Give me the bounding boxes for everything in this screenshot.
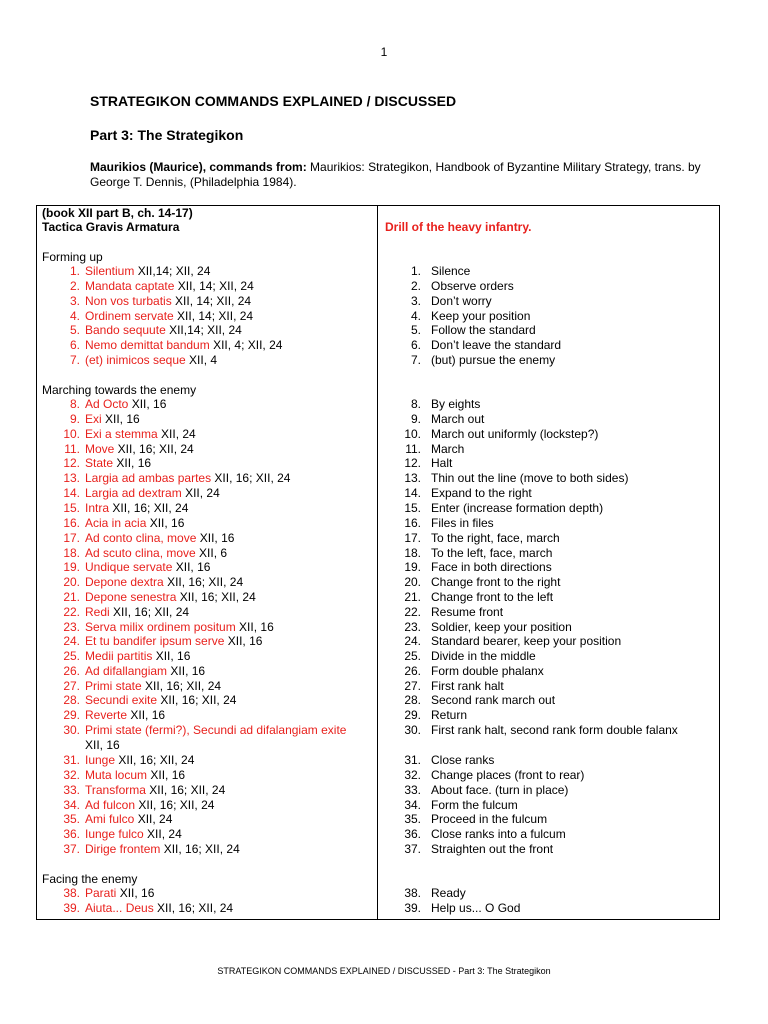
source-reference: XII, 16; XII, 24 (115, 753, 195, 767)
latin-text: Ordinem servate (85, 309, 174, 323)
latin-text: Largia ad ambas partes (85, 471, 212, 485)
latin-command (85, 323, 242, 338)
command-number: 21. (63, 590, 80, 604)
latin-text: Parati (85, 886, 117, 900)
source-reference: XII, 24 (181, 486, 220, 500)
latin-command (85, 620, 274, 635)
english-translation: Soldier, keep your position (431, 620, 572, 634)
english-translation: Resume front (431, 605, 504, 619)
command-number: 24. (63, 634, 80, 648)
latin-text: Primi state (85, 679, 142, 693)
command-row (37, 634, 721, 649)
latin-command (85, 679, 221, 694)
english-translation: Expand to the right (431, 486, 532, 500)
source-reference: XII, 4 (185, 353, 218, 367)
latin-text: Move (85, 442, 115, 456)
source-reference: XII, 14; XII, 24 (174, 279, 254, 293)
english-translation: Halt (431, 456, 453, 470)
command-number: 12. (63, 456, 80, 470)
translation-number: 25. (404, 649, 421, 663)
section-heading-row (37, 872, 721, 887)
command-number: 27. (63, 679, 80, 693)
translation-number: 27. (404, 679, 421, 693)
command-row (37, 783, 721, 798)
translation-number: 36. (404, 827, 421, 841)
source-reference: XII, 16 (224, 634, 263, 648)
source-reference: XII, 16; XII, 24 (109, 605, 190, 619)
section-heading: Facing the enemy (42, 872, 138, 886)
source-reference: XII, 16 (128, 397, 167, 411)
command-number: 29. (63, 708, 80, 722)
citation-source: Maurikios: Strategikon, Handbook of Byzantine Military Strategy, trans. by George T. Dennis, (Philadelphia 1984). (90, 160, 701, 189)
english-translation: First rank halt, second rank form double falanx (431, 723, 678, 737)
translation-number: 16. (404, 516, 421, 530)
source-reference: XII, 16 (85, 737, 120, 752)
english-translation: Thin out the line (move to both sides) (431, 471, 629, 485)
command-number: 32. (63, 768, 80, 782)
book-reference-header: (book XII part B, ch. 14-17) (42, 206, 193, 220)
latin-command (85, 901, 233, 916)
latin-text: State (85, 456, 114, 470)
command-number: 26. (63, 664, 80, 678)
command-number: 9. (69, 412, 80, 426)
latin-command (85, 294, 251, 309)
latin-command (85, 812, 172, 827)
latin-text: Secundi exite (85, 693, 158, 707)
command-number: 15. (63, 501, 80, 515)
command-number: 31. (63, 753, 80, 767)
translation-number: 5. (410, 323, 421, 337)
section-heading: Marching towards the enemy (42, 383, 197, 397)
translation-number: 30. (404, 723, 421, 737)
source-reference: XII, 16 (152, 649, 191, 663)
source-reference: XII,14; XII, 24 (134, 264, 211, 278)
source-reference: XII, 16 (127, 708, 166, 722)
english-translation: Second rank march out (431, 693, 556, 707)
command-row (37, 708, 721, 723)
english-translation: Don’t leave the standard (431, 338, 562, 352)
latin-command (85, 798, 214, 813)
source-reference: XII, 16 (113, 456, 152, 470)
english-translation: Standard bearer, keep your position (431, 634, 622, 648)
latin-command (85, 516, 184, 531)
translation-number: 28. (404, 693, 421, 707)
latin-text: Exi (85, 412, 102, 426)
command-row (37, 442, 721, 457)
command-row (37, 620, 721, 635)
translation-number: 8. (410, 397, 421, 411)
translation-number: 21. (404, 590, 421, 604)
command-number: 2. (69, 279, 80, 293)
english-translation: Help us... O God (431, 901, 521, 915)
latin-text: Depone senestra (85, 590, 177, 604)
command-row (37, 664, 721, 679)
command-number: 1. (69, 264, 80, 278)
command-number: 5. (69, 323, 80, 337)
table-header-row-1 (37, 206, 721, 221)
command-number: 38. (63, 886, 80, 900)
latin-command (85, 605, 189, 620)
latin-command (85, 693, 236, 708)
latin-text: Muta locum (85, 768, 148, 782)
command-number: 35. (63, 812, 80, 826)
latin-command (85, 590, 256, 605)
command-row (37, 812, 721, 827)
latin-command (85, 412, 140, 427)
section-heading-row (37, 250, 721, 265)
translation-number: 37. (404, 842, 421, 856)
latin-command (85, 531, 234, 546)
english-translation: Follow the standard (431, 323, 536, 337)
latin-command (85, 486, 220, 501)
source-reference: XII, 16 (172, 560, 211, 574)
latin-command (85, 827, 182, 842)
latin-command (85, 768, 185, 783)
latin-text: Nemo demittat bandum (85, 338, 210, 352)
translation-number: 35. (404, 812, 421, 826)
translation-number: 18. (404, 546, 421, 560)
latin-text: Ad Octo (85, 397, 129, 411)
latin-text: Iunge fulco (85, 827, 144, 841)
latin-text: Largia ad dextram (85, 486, 182, 500)
command-row (37, 264, 721, 279)
latin-text: Undique servate (85, 560, 173, 574)
latin-text: Ad fulcon (85, 798, 136, 812)
source-reference: XII, 16; XII, 24 (114, 442, 194, 456)
latin-command (85, 264, 210, 279)
source-reference: XII,14; XII, 24 (165, 323, 242, 337)
source-reference: XII, 16; XII, 24 (135, 798, 215, 812)
command-number: 19. (63, 560, 80, 574)
page-number: 1 (380, 45, 388, 59)
english-translation: Change front to the right (431, 575, 561, 589)
source-reference: XII, 16 (146, 516, 185, 530)
latin-text: Serva milix ordinem positum (85, 620, 236, 634)
latin-command (85, 634, 262, 649)
latin-command (85, 546, 227, 561)
command-row (37, 768, 721, 783)
command-number: 8. (69, 397, 80, 411)
english-translation: Change front to the left (431, 590, 554, 604)
command-number: 30. (63, 723, 80, 737)
command-row (37, 723, 721, 738)
translation-number: 19. (404, 560, 421, 574)
translation-number: 6. (410, 338, 421, 352)
citation-author: Maurikios (Maurice), commands from: (90, 160, 307, 174)
command-number: 34. (63, 798, 80, 812)
table-header-row-2 (37, 220, 721, 235)
latin-text: Acia in acia (85, 516, 147, 530)
english-translation: Return (431, 708, 468, 722)
source-reference: XII, 16 (196, 531, 235, 545)
latin-text: Ami fulco (85, 812, 135, 826)
command-number: 20. (63, 575, 80, 589)
latin-command (85, 738, 120, 753)
source-reference: XII, 14; XII, 24 (171, 294, 252, 308)
latin-text: Intra (85, 501, 110, 515)
command-number: 6. (69, 338, 80, 352)
source-reference: XII, 16; XII, 24 (160, 842, 240, 856)
translation-number: 10. (404, 427, 421, 441)
translation-number: 39. (404, 901, 421, 915)
latin-command (85, 309, 253, 324)
source-reference: XII, 4; XII, 24 (209, 338, 283, 352)
latin-text: (et) inimicos seque (85, 353, 186, 367)
latin-text: Ad difallangiam (85, 664, 168, 678)
source-reference: XII, 16; XII, 24 (176, 590, 256, 604)
translation-number: 1. (410, 264, 421, 278)
source-reference: XII, 24 (143, 827, 182, 841)
translation-number: 38. (404, 886, 421, 900)
latin-text: Exi a stemma (85, 427, 158, 441)
source-reference: XII, 16; XII, 24 (211, 471, 291, 485)
latin-command (85, 501, 188, 516)
command-row (37, 753, 721, 768)
command-row (37, 471, 721, 486)
source-reference: XII, 16 (167, 664, 206, 678)
english-translation: Change places (front to rear) (431, 768, 585, 782)
latin-command (85, 442, 194, 457)
command-row (37, 798, 721, 813)
source-reference: XII, 16; XII, 24 (109, 501, 189, 515)
command-row (37, 412, 721, 427)
command-number: 16. (63, 516, 80, 530)
english-translation: Form double phalanx (431, 664, 544, 678)
english-translation: Proceed in the fulcum (431, 812, 548, 826)
latin-text: Bando sequute (85, 323, 166, 337)
command-number: 23. (63, 620, 80, 634)
english-translation: Silence (431, 264, 471, 278)
english-translation: Ready (431, 886, 466, 900)
command-number: 36. (63, 827, 80, 841)
command-number: 11. (64, 442, 80, 456)
english-translation: March out uniformly (lockstep?) (431, 427, 599, 441)
translation-number: 22. (404, 605, 421, 619)
english-translation: Keep your position (431, 309, 531, 323)
command-number: 10. (63, 427, 80, 441)
english-translation: March (431, 442, 465, 456)
latin-text: Aiuta... Deus (85, 901, 154, 915)
latin-text: Ad conto clina, move (85, 531, 197, 545)
latin-column-header: Tactica Gravis Armatura (42, 220, 180, 234)
latin-command (85, 397, 166, 412)
command-row (37, 886, 721, 901)
translation-number: 24. (404, 634, 421, 648)
part-title: Part 3: The Strategikon (90, 127, 244, 143)
command-number: 4. (69, 309, 80, 323)
page-footer: STRATEGIKON COMMANDS EXPLAINED / DISCUSSED - Part 3: The Strategikon (217, 966, 551, 976)
command-row (37, 279, 721, 294)
source-reference: XII, 16 (147, 768, 186, 782)
latin-command (85, 560, 210, 575)
command-number: 33. (63, 783, 80, 797)
translation-number: 20. (404, 575, 421, 589)
command-row (37, 427, 721, 442)
command-row (37, 486, 721, 501)
commands-table (36, 205, 720, 920)
section-heading: Forming up (42, 250, 103, 264)
command-row-continuation (37, 738, 721, 753)
latin-command (85, 708, 165, 723)
translation-number: 17. (404, 531, 421, 545)
translation-number: 29. (404, 708, 421, 722)
translation-number: 13. (404, 471, 421, 485)
english-translation: Close ranks (431, 753, 495, 767)
latin-command (85, 279, 254, 294)
command-number: 14. (63, 486, 80, 500)
translation-number: 34. (404, 798, 421, 812)
translation-number: 12. (404, 456, 421, 470)
latin-text: Non vos turbatis (85, 294, 172, 308)
translation-number: 15. (404, 501, 421, 515)
command-row (37, 397, 721, 412)
command-number: 25. (63, 649, 80, 663)
command-row (37, 649, 721, 664)
latin-command (85, 649, 190, 664)
latin-text: Medii partitis (85, 649, 153, 663)
latin-command (85, 664, 205, 679)
translation-number: 33. (404, 783, 421, 797)
latin-text: Reverte (85, 708, 128, 722)
source-reference: XII, 14; XII, 24 (173, 309, 254, 323)
latin-text: Redi (85, 605, 110, 619)
source-reference: XII, 16 (101, 412, 140, 426)
command-row (37, 501, 721, 516)
latin-command (85, 353, 217, 368)
translation-number: 32. (404, 768, 421, 782)
section-heading-row (37, 383, 721, 398)
english-translation: By eights (431, 397, 481, 411)
latin-text: Primi state (fermi?), Secundi ad difalangiam exite (85, 723, 347, 737)
source-reference: XII, 16; XII, 24 (157, 693, 237, 707)
command-number: 13. (63, 471, 80, 485)
command-row (37, 560, 721, 575)
command-number: 22. (63, 605, 80, 619)
source-reference: XII, 16 (116, 886, 155, 900)
command-number: 17. (63, 531, 80, 545)
command-row (37, 294, 721, 309)
english-translation: To the left, face, march (431, 546, 553, 560)
document-title: STRATEGIKON COMMANDS EXPLAINED / DISCUSSED (90, 93, 457, 109)
translation-number: 31. (404, 753, 421, 767)
latin-command (85, 723, 346, 738)
command-row (37, 693, 721, 708)
source-reference: XII, 6 (195, 546, 228, 560)
latin-command (85, 575, 243, 590)
latin-command (85, 783, 225, 798)
source-reference: XII, 16; XII, 24 (153, 901, 234, 915)
english-translation: Straighten out the front (431, 842, 554, 856)
command-number: 7. (69, 353, 80, 367)
english-translation: Observe orders (431, 279, 514, 293)
latin-command (85, 471, 290, 486)
english-column-header: Drill of the heavy infantry. (385, 220, 532, 234)
source-reference: XII, 16 (235, 620, 274, 634)
command-row (37, 323, 721, 338)
citation (90, 160, 710, 190)
command-number: 18. (63, 546, 80, 560)
latin-text: Ad scuto clina, move (85, 546, 196, 560)
command-row (37, 842, 721, 857)
command-row (37, 516, 721, 531)
english-translation: (but) pursue the enemy (431, 353, 556, 367)
command-number: 3. (69, 294, 80, 308)
latin-text: Depone dextra (85, 575, 164, 589)
command-row (37, 353, 721, 368)
translation-number: 11. (405, 442, 421, 456)
latin-command (85, 886, 154, 901)
latin-command (85, 842, 240, 857)
english-translation: First rank halt (431, 679, 504, 693)
translation-number: 9. (410, 412, 421, 426)
command-row (37, 338, 721, 353)
source-reference: XII, 16; XII, 24 (141, 679, 222, 693)
source-reference: XII, 16; XII, 24 (145, 783, 226, 797)
translation-number: 7. (410, 353, 421, 367)
english-translation: March out (431, 412, 485, 426)
english-translation: Face in both directions (431, 560, 552, 574)
latin-command (85, 456, 151, 471)
english-translation: To the right, face, march (431, 531, 560, 545)
command-row (37, 309, 721, 324)
translation-number: 3. (410, 294, 421, 308)
english-translation: Form the fulcum (431, 798, 518, 812)
english-translation: Divide in the middle (431, 649, 536, 663)
latin-command (85, 338, 282, 353)
source-reference: XII, 24 (134, 812, 173, 826)
command-number: 37. (63, 842, 80, 856)
command-row (37, 546, 721, 561)
translation-number: 4. (410, 309, 421, 323)
latin-text: Mandata captate (85, 279, 175, 293)
latin-command (85, 427, 196, 442)
command-row (37, 531, 721, 546)
latin-text: Iunge (85, 753, 116, 767)
latin-text: Silentium (85, 264, 135, 278)
english-translation: Don’t worry (431, 294, 492, 308)
command-row (37, 679, 721, 694)
source-reference: XII, 24 (157, 427, 196, 441)
command-row (37, 575, 721, 590)
command-row (37, 827, 721, 842)
command-row (37, 901, 721, 916)
command-number: 39. (63, 901, 80, 915)
translation-number: 2. (410, 279, 421, 293)
english-translation: Files in files (431, 516, 494, 530)
source-reference: XII, 16; XII, 24 (163, 575, 244, 589)
latin-text: Transforma (85, 783, 146, 797)
english-translation: Close ranks into a fulcum (431, 827, 566, 841)
latin-text: Dirige frontem (85, 842, 161, 856)
command-row (37, 590, 721, 605)
english-translation: About face. (turn in place) (431, 783, 569, 797)
translation-number: 14. (404, 486, 421, 500)
translation-number: 26. (404, 664, 421, 678)
translation-number: 23. (404, 620, 421, 634)
command-row (37, 456, 721, 471)
latin-text: Et tu bandifer ipsum serve (85, 634, 225, 648)
english-translation: Enter (increase formation depth) (431, 501, 604, 515)
command-row (37, 605, 721, 620)
latin-command (85, 753, 194, 768)
command-number: 28. (63, 693, 80, 707)
